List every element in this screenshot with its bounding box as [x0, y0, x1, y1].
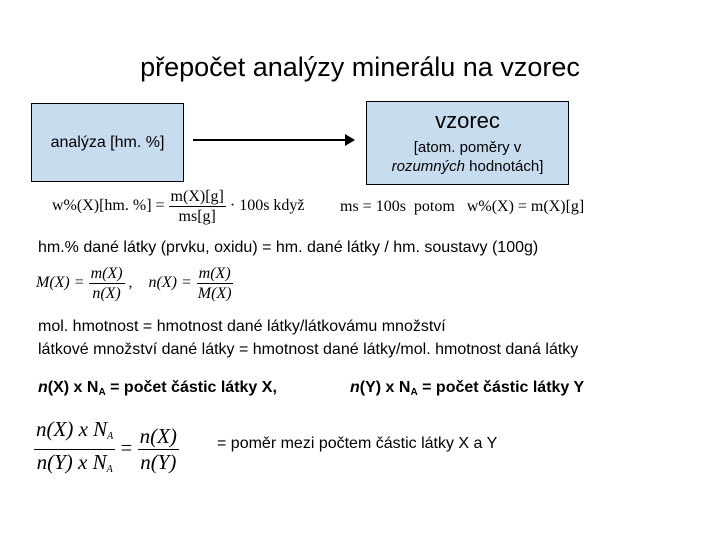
page-title: přepočet analýzy minerálu na vzorec: [140, 52, 580, 82]
molar-mass-formula: M(X) = $\frac{m(X)}{n(X)}$ , n(X) = $\frac{m(X)}{M(X)}$: [36, 265, 232, 302]
amount-definition: látkové množství dané látky = hmotnost dané látky/mol. hmotnost daná látky: [38, 341, 579, 358]
ratio-explanation: = poměr mezi počtem částic látky X a Y: [217, 435, 498, 452]
ratio-right-fraction: $\frac{n(X)}{n(Y)}$: [139, 424, 177, 474]
formula-box-subtext: [atom. poměry v rozumných hodnotách]: [391, 139, 544, 175]
analysis-box-label: analýza [hm. %]: [50, 133, 165, 151]
conversion-arrow: [193, 139, 353, 141]
ratio-formula: $\frac{n(X) x N_A}{n(Y) x N_A}$ = $\frac{n(X)}{n(Y)}$: [34, 417, 179, 482]
weight-percent-definition: hm.% dané látky (prvku, oxidu) = hm. dané látky / hm. soustavy (100g): [38, 239, 539, 256]
condition-formula: ms = 100s potom w%(X) = m(X)[g]: [340, 198, 585, 215]
formula-box-heading: vzorec: [435, 108, 500, 133]
weight-percent-formula: w%(X)[hm. %] = $\frac{m(X)[g]}{ms[g]}$ · 100s když: [52, 188, 305, 225]
molar-mass-definition: mol. hmotnost = hmotnost dané látky/látkovámu množství: [38, 318, 446, 335]
particle-count-y: n(Y) x $N_A$ = počet částic látky Y: [350, 379, 585, 398]
formula-box: [366, 101, 569, 185]
ratio-left-fraction: $\frac{n(X) x N_A}{n(Y) x N_A}$: [36, 417, 114, 475]
analysis-box: [31, 103, 184, 182]
weight-fraction: $\frac{m(X)[g]}{ms[g]}$: [170, 188, 224, 225]
particle-count-x: n(X) x $N_A$ = počet částic látky X,: [38, 379, 277, 398]
